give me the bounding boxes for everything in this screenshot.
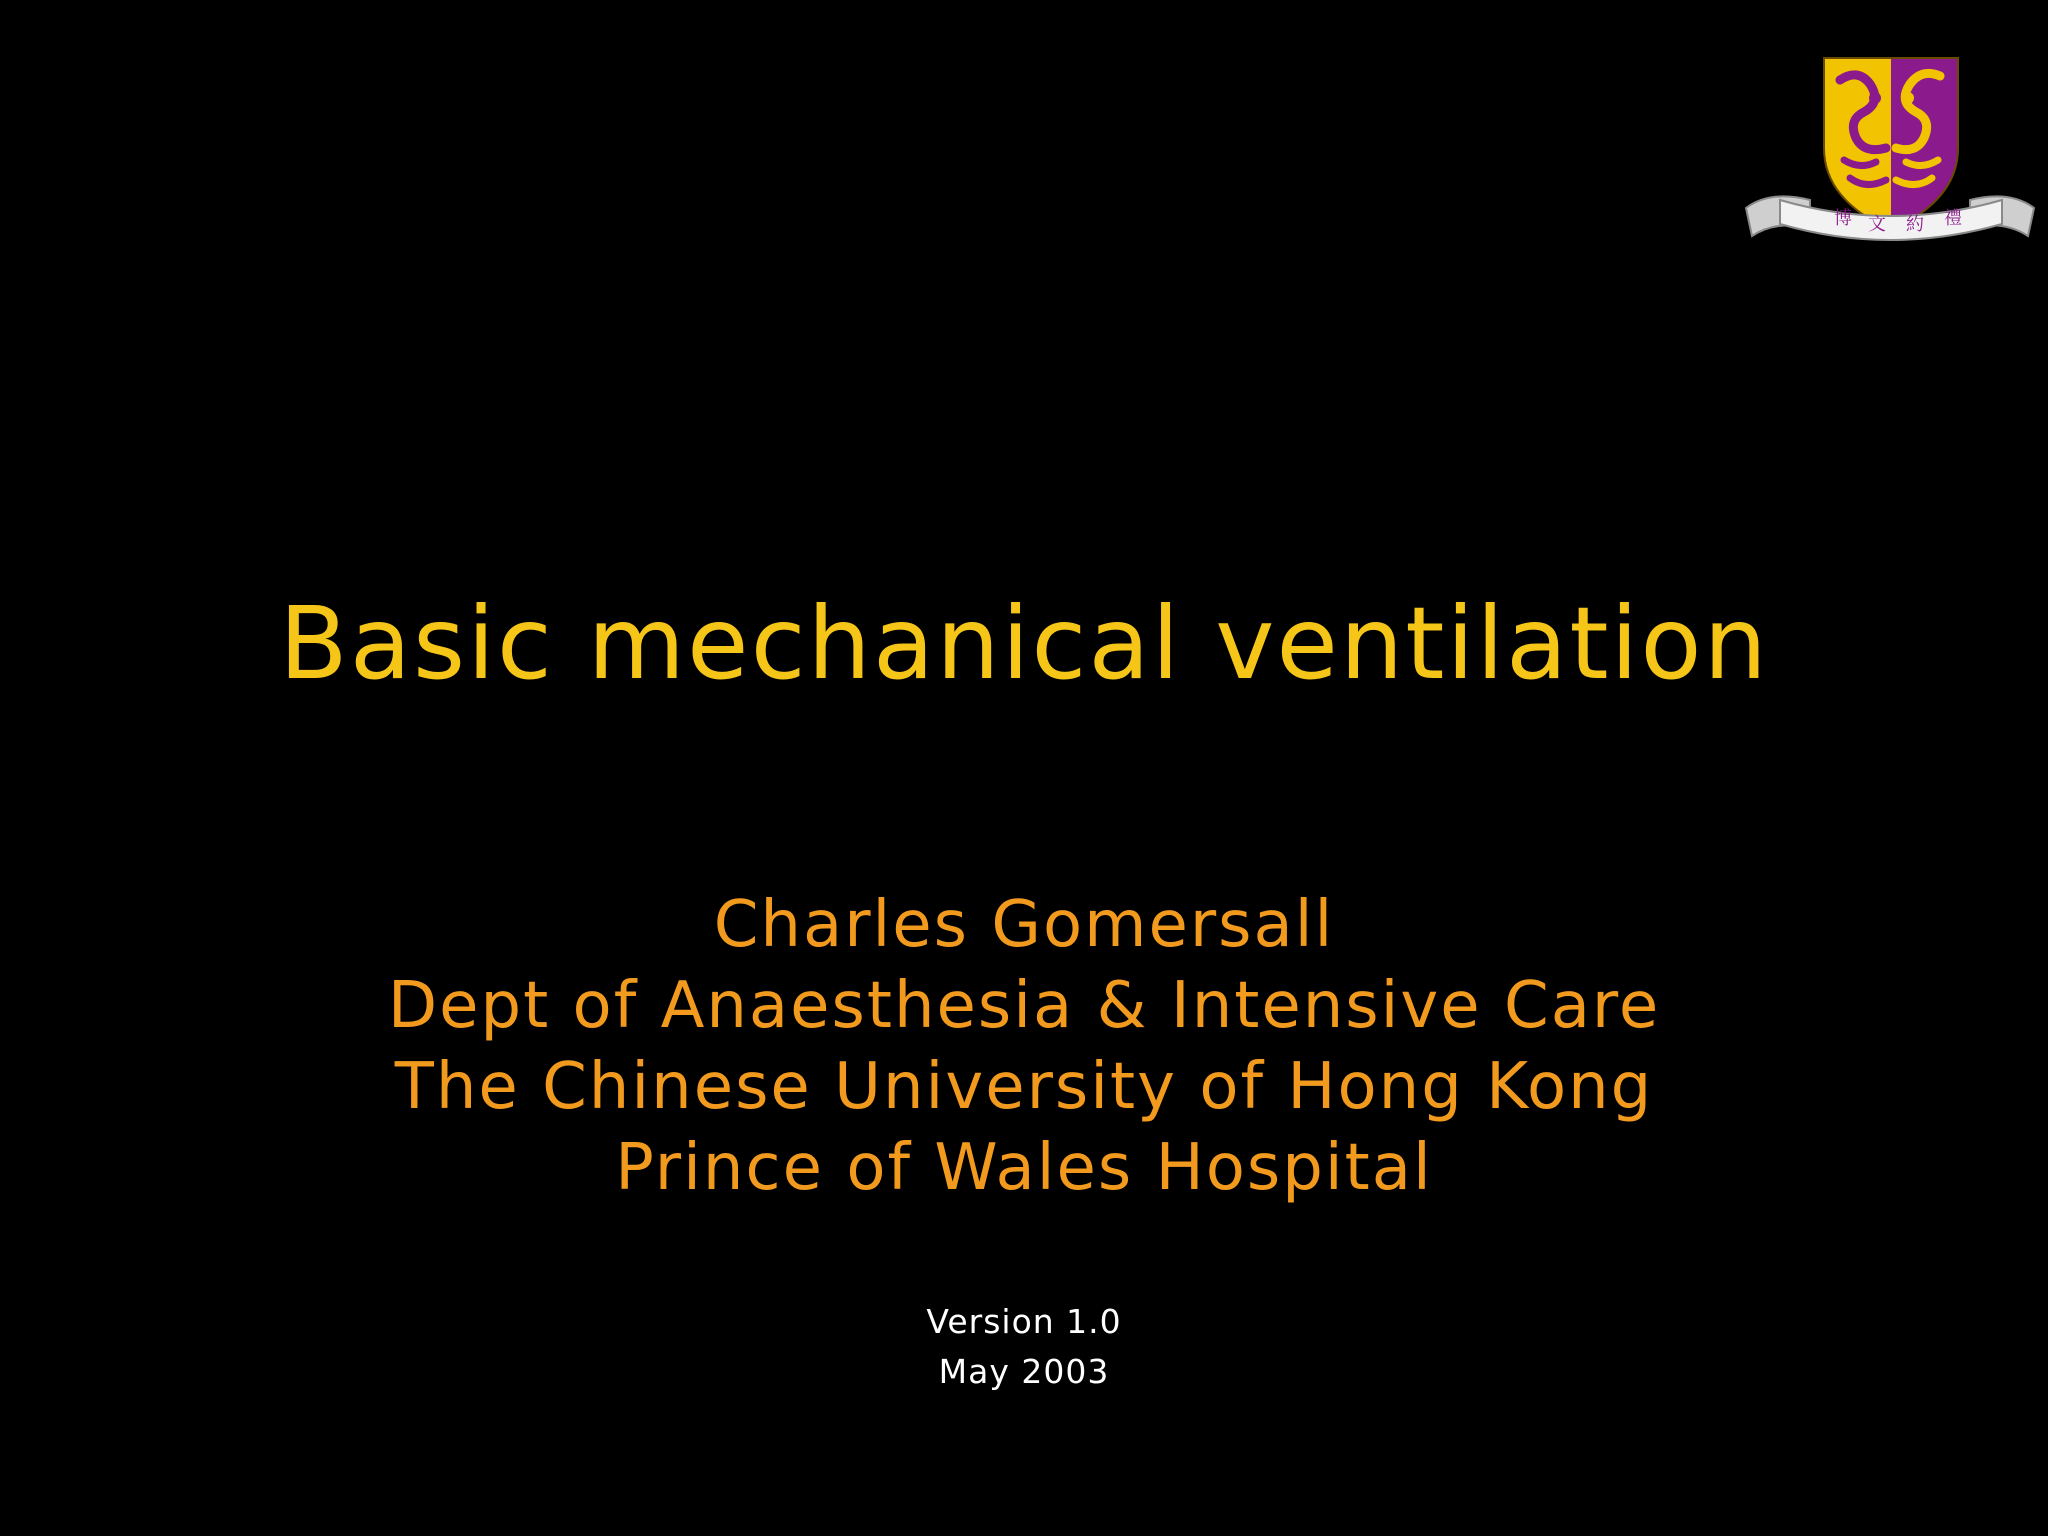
- slide-title: Basic mechanical ventilation: [279, 585, 1769, 702]
- svg-text:文: 文: [1868, 214, 1886, 235]
- author-hospital: Prince of Wales Hospital: [615, 1131, 1433, 1205]
- svg-text:博: 博: [1834, 208, 1852, 229]
- meta-block: [0, 1297, 2048, 1397]
- university-crest-logo: [1740, 50, 2040, 245]
- author-department: Dept of Anaesthesia & Intensive Care: [387, 969, 1661, 1043]
- author-name: Charles Gomersall: [713, 888, 1335, 962]
- version-label: Version 1.0: [926, 1302, 1122, 1341]
- svg-text:約: 約: [1906, 214, 1924, 235]
- date-label: May 2003: [938, 1352, 1110, 1391]
- author-university: The Chinese University of Hong Kong: [394, 1050, 1654, 1124]
- author-block: [0, 885, 2048, 1209]
- svg-text:禮: 禮: [1944, 208, 1962, 229]
